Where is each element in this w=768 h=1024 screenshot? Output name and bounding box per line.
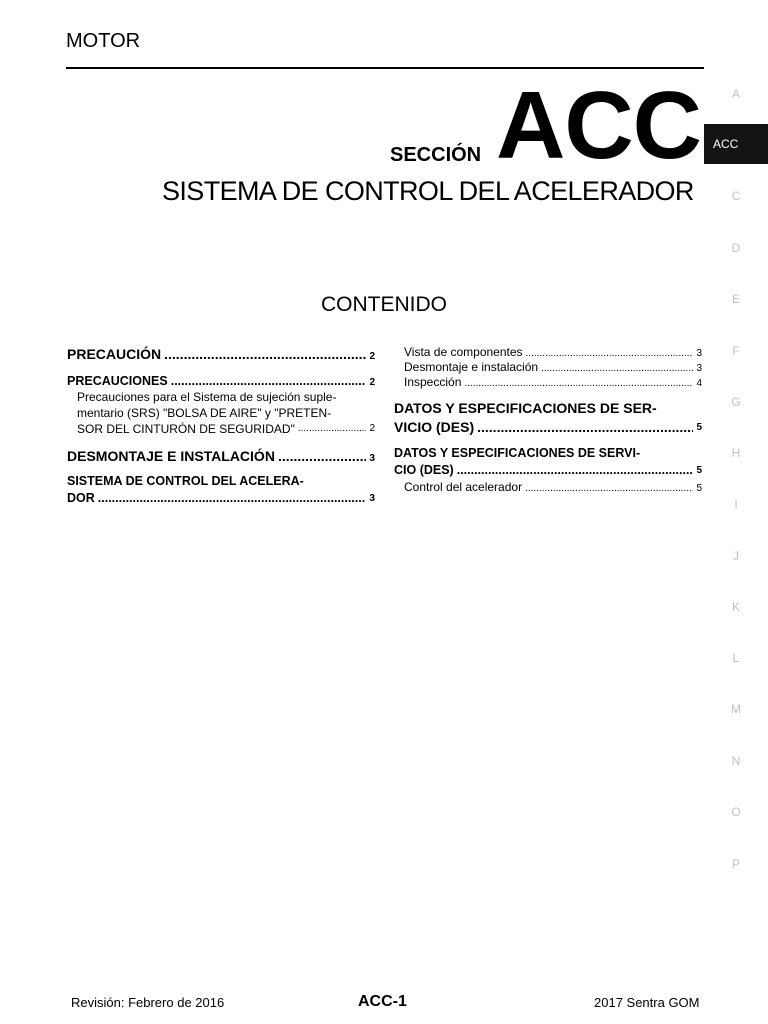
- toc-leader-dots: [278, 448, 367, 464]
- section-tab-l[interactable]: L: [732, 651, 740, 665]
- toc-entry-page: 2: [369, 377, 375, 388]
- toc-entry-page: 2: [369, 351, 375, 362]
- section-tab-h[interactable]: H: [731, 446, 741, 460]
- toc-entry-title: Desmontaje e instalación: [404, 360, 539, 374]
- toc-entry-title-line: Precauciones para el Sistema de sujeción suple-: [77, 390, 337, 404]
- toc-entry-title: PRECAUCIONES: [67, 374, 168, 388]
- toc-entry-title-line: DATOS Y ESPECIFICACIONES DE SERVI-: [394, 446, 641, 460]
- header-title: MOTOR: [66, 30, 141, 52]
- section-tab-g[interactable]: G: [731, 395, 741, 409]
- toc-entry-title: PRECAUCIÓN: [67, 346, 162, 362]
- section-tab-c[interactable]: C: [731, 189, 741, 203]
- toc-entry-title-line: SOR DEL CINTURÓN DE SEGURIDAD": [77, 422, 295, 436]
- toc-entry-title: DESMONTAJE E INSTALACIÓN: [67, 448, 275, 464]
- section-tab-j[interactable]: J: [733, 549, 739, 563]
- toc-entry-srs-precauciones[interactable]: [67, 389, 375, 437]
- toc-entry-desmontaje-instalacion-sub[interactable]: [394, 359, 702, 374]
- toc-entry-title-line: VICIO (DES): [394, 419, 475, 435]
- toc-leader-dots: [164, 346, 366, 362]
- section-tab-n[interactable]: N: [731, 754, 741, 768]
- toc-leader-dots: [526, 348, 694, 359]
- toc-entry-page: 3: [696, 348, 702, 359]
- toc-entry-sistema-control-acelerador[interactable]: [67, 473, 375, 507]
- header-rule: [66, 67, 704, 69]
- toc-entry-inspeccion[interactable]: [394, 374, 702, 389]
- toc-entry-title: Vista de componentes: [404, 345, 523, 359]
- toc-entry-title-line: CIO (DES): [394, 463, 454, 477]
- section-code: ACC: [496, 72, 701, 179]
- toc-entry-title-line: mentario (SRS) "BOLSA DE AIRE" y "PRETEN-: [77, 406, 332, 420]
- toc-entry-datos-especificaciones-sub[interactable]: [394, 445, 702, 479]
- toc-entry-precauciones[interactable]: [67, 372, 375, 388]
- toc-entry-page: 5: [696, 465, 702, 476]
- footer-page-code: ACC-1: [358, 993, 407, 1010]
- section-tab-a[interactable]: A: [731, 87, 740, 101]
- toc-entry-title: Inspección: [404, 375, 462, 389]
- section-tab-i[interactable]: I: [734, 498, 738, 512]
- toc-entry-datos-especificaciones[interactable]: [394, 399, 702, 437]
- toc-leader-dots: [525, 483, 693, 494]
- toc-entry-precaucion[interactable]: [67, 344, 375, 362]
- toc-left-column: [67, 344, 375, 507]
- section-tab-k[interactable]: K: [731, 600, 740, 614]
- toc-leader-dots: [541, 363, 693, 374]
- toc-entry-page: 3: [369, 453, 375, 464]
- toc-leader-dots: [171, 374, 367, 388]
- section-index-tabs: [704, 0, 768, 1024]
- section-tab-p[interactable]: P: [731, 857, 740, 871]
- toc-entry-page: 5: [696, 422, 702, 433]
- toc-right-column: [394, 344, 702, 494]
- footer-revision: Revisión: Febrero de 2016: [71, 995, 225, 1010]
- section-tab-o[interactable]: O: [731, 805, 741, 819]
- toc-leader-dots: [98, 490, 367, 507]
- toc-entry-page: 3: [369, 493, 375, 504]
- toc-entry-desmontaje-instalacion[interactable]: [67, 446, 375, 464]
- toc-heading: CONTENIDO: [321, 293, 447, 316]
- toc-entry-title-line: SISTEMA DE CONTROL DEL ACELERA-: [67, 474, 304, 488]
- toc-entry-page: 3: [696, 363, 702, 374]
- toc-leader-dots: [464, 378, 693, 389]
- toc-entry-page: 4: [696, 378, 702, 389]
- toc-entry-control-acelerador[interactable]: [394, 479, 702, 494]
- toc-entry-page: 2: [369, 423, 375, 434]
- section-tab-e[interactable]: E: [731, 292, 740, 306]
- toc-entry-vista-componentes[interactable]: [394, 344, 702, 359]
- section-title: SISTEMA DE CONTROL DEL ACELERADOR: [162, 176, 694, 206]
- toc-leader-dots: [477, 418, 693, 437]
- section-tab-acc[interactable]: ACC: [704, 124, 768, 164]
- section-tab-d[interactable]: D: [731, 241, 741, 255]
- toc-leader-dots: [457, 462, 694, 479]
- footer-model: 2017 Sentra GOM: [594, 995, 700, 1010]
- toc-entry-title-line: DATOS Y ESPECIFICACIONES DE SER-: [394, 400, 657, 416]
- toc-entry-page: 5: [696, 483, 702, 494]
- toc-entry-title: Control del acelerador: [404, 480, 523, 494]
- section-tab-f[interactable]: F: [732, 344, 740, 358]
- toc-entry-title-line: DOR: [67, 491, 95, 505]
- section-tab-m[interactable]: M: [731, 702, 741, 716]
- toc-leader-dots: [298, 421, 367, 437]
- section-word: SECCIÓN: [390, 144, 482, 166]
